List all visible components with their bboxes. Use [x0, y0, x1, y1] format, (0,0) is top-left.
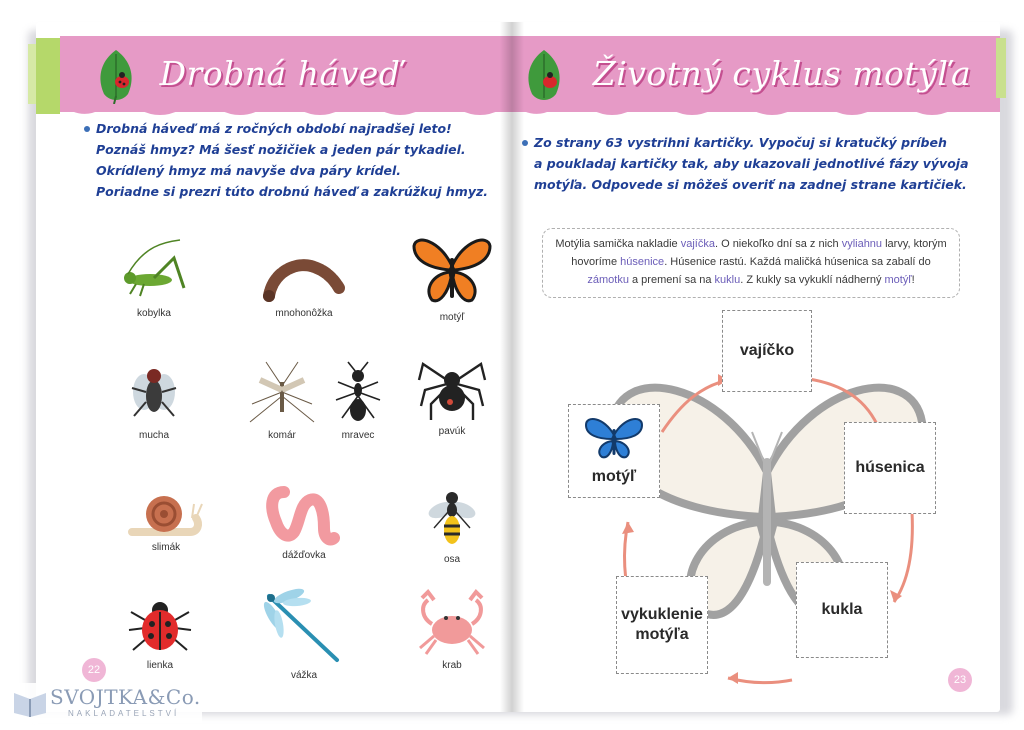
critter-fly[interactable]: [104, 356, 204, 441]
critter-label: krab: [442, 660, 462, 671]
card-label: húsenica: [855, 459, 925, 476]
story-box: [542, 228, 960, 298]
intro-line: Poriadne si prezri túto drobnú háveď a zakrúžkuj hmyz.: [96, 184, 488, 199]
earthworm-icon: [264, 482, 344, 548]
story-text: a premení sa na: [628, 274, 715, 286]
story-text: . Húsenice rastú. Každá maličká húsenica sa zabalí do: [664, 256, 931, 268]
book-spine: [500, 22, 524, 712]
intro-line: Zo strany 63 vystrihni kartičky. Vypočuj si kratučký príbeh: [534, 135, 947, 150]
story-keyword: húsenice: [620, 256, 665, 268]
critter-label: slimák: [151, 542, 181, 553]
header-wave: [512, 104, 1000, 122]
grasshopper-icon: [114, 236, 194, 306]
intro-line: Drobná háveď má z ročných období najradšej leto!: [96, 121, 452, 136]
fly-icon: [124, 356, 184, 428]
right-page: [512, 22, 1000, 712]
critter-label: dážďovka: [282, 550, 326, 561]
critter-wasp[interactable]: [402, 482, 502, 565]
story-text: larvy, ktorým hovoríme: [571, 238, 947, 268]
critter-label: motýľ: [439, 312, 465, 323]
left-page-title: Drobná háveď: [159, 54, 401, 93]
right-page-title: Životný cyklus motýľa: [592, 54, 972, 93]
ant-icon: [328, 360, 388, 428]
card-pupa[interactable]: [796, 562, 888, 658]
card-label-line: motýľa: [635, 626, 689, 643]
critter-millipede[interactable]: [254, 244, 354, 319]
wasp-icon: [422, 482, 482, 552]
bullet-icon: [84, 126, 90, 132]
critter-label: mucha: [138, 430, 169, 441]
critter-label: komár: [268, 430, 296, 441]
story-text: Motýlia samička nakladie: [555, 238, 681, 250]
snail-icon: [126, 484, 206, 540]
critter-ladybug[interactable]: [110, 592, 210, 671]
intro-line: Poznáš hmyz? Má šesť nožičiek a jeden pár tykadiel.: [96, 142, 466, 157]
card-label: vajíčko: [739, 342, 795, 359]
critter-label: lienka: [146, 660, 174, 671]
story-keyword: vyliahnu: [841, 238, 883, 250]
story-text: !: [911, 274, 915, 286]
page-number-left: 22: [82, 658, 106, 682]
card-caterpillar[interactable]: [844, 422, 936, 514]
story-keyword: kuklu: [714, 274, 741, 286]
card-egg[interactable]: [722, 310, 812, 392]
left-instructions: [96, 118, 496, 202]
spider-icon: [417, 354, 487, 424]
card-label: kukla: [821, 601, 863, 618]
critter-crab[interactable]: [402, 588, 502, 671]
open-book-logo-icon: [10, 687, 50, 719]
card-butterfly[interactable]: [568, 404, 660, 498]
story-keyword: zámotku: [587, 274, 629, 286]
card-label-line: vykuklenie: [621, 606, 703, 623]
critter-ant[interactable]: [308, 360, 408, 441]
right-instructions: [534, 132, 974, 195]
millipede-icon: [259, 244, 349, 306]
intro-line: motýľa. Odpovede si môžeš overiť na zadnej strane kartičiek.: [534, 177, 967, 192]
critter-label: vážka: [290, 670, 318, 681]
critter-label: mravec: [341, 430, 375, 441]
critter-snail[interactable]: [116, 484, 216, 553]
critter-dragonfly[interactable]: [254, 588, 354, 681]
dragonfly-icon: [259, 588, 349, 668]
story-keyword: motýľ: [884, 274, 912, 286]
critter-label: pavúk: [438, 426, 466, 437]
card-emerging[interactable]: [616, 576, 708, 674]
page-edge-tab: [996, 38, 1006, 98]
critter-earthworm[interactable]: [254, 482, 354, 561]
critter-label: kobylka: [137, 308, 171, 319]
intro-line: a poukladaj kartičky tak, aby ukazovali jednotlivé fázy vývoja: [534, 156, 969, 171]
ladybug-icon: [125, 592, 195, 658]
card-label: motýľ: [591, 468, 637, 485]
page-number-right: 23: [948, 668, 972, 692]
intro-line: Okrídlený hmyz má navyše dva páry krídel.: [96, 163, 402, 178]
critter-butterfly[interactable]: [402, 230, 502, 323]
critter-grasshopper[interactable]: [104, 236, 204, 319]
blue-butterfly-icon: [582, 413, 646, 461]
story-text: . O niekoľko dní sa z nich: [714, 238, 842, 250]
story-keyword: vajíčka: [680, 238, 715, 250]
monarch-butterfly-icon: [410, 230, 494, 310]
left-header-band: [60, 36, 512, 112]
right-header-band: [512, 36, 1000, 112]
page-edge-tab: [36, 38, 60, 114]
left-page: [36, 22, 512, 712]
story-text: . Z kukly sa vykuklí nádherný: [740, 274, 885, 286]
publisher-logo: [6, 683, 202, 723]
critter-label: mnohonôžka: [275, 308, 333, 319]
publisher-name: SVOJTKA&Co.: [50, 685, 201, 709]
leaf-ladybug-icon: [520, 48, 568, 104]
critter-spider[interactable]: [402, 354, 502, 437]
publisher-subtitle: NAKLADATELSTVÍ: [68, 709, 180, 718]
critter-label: osa: [443, 554, 461, 565]
crab-icon: [414, 588, 490, 658]
card-label: [621, 605, 703, 645]
